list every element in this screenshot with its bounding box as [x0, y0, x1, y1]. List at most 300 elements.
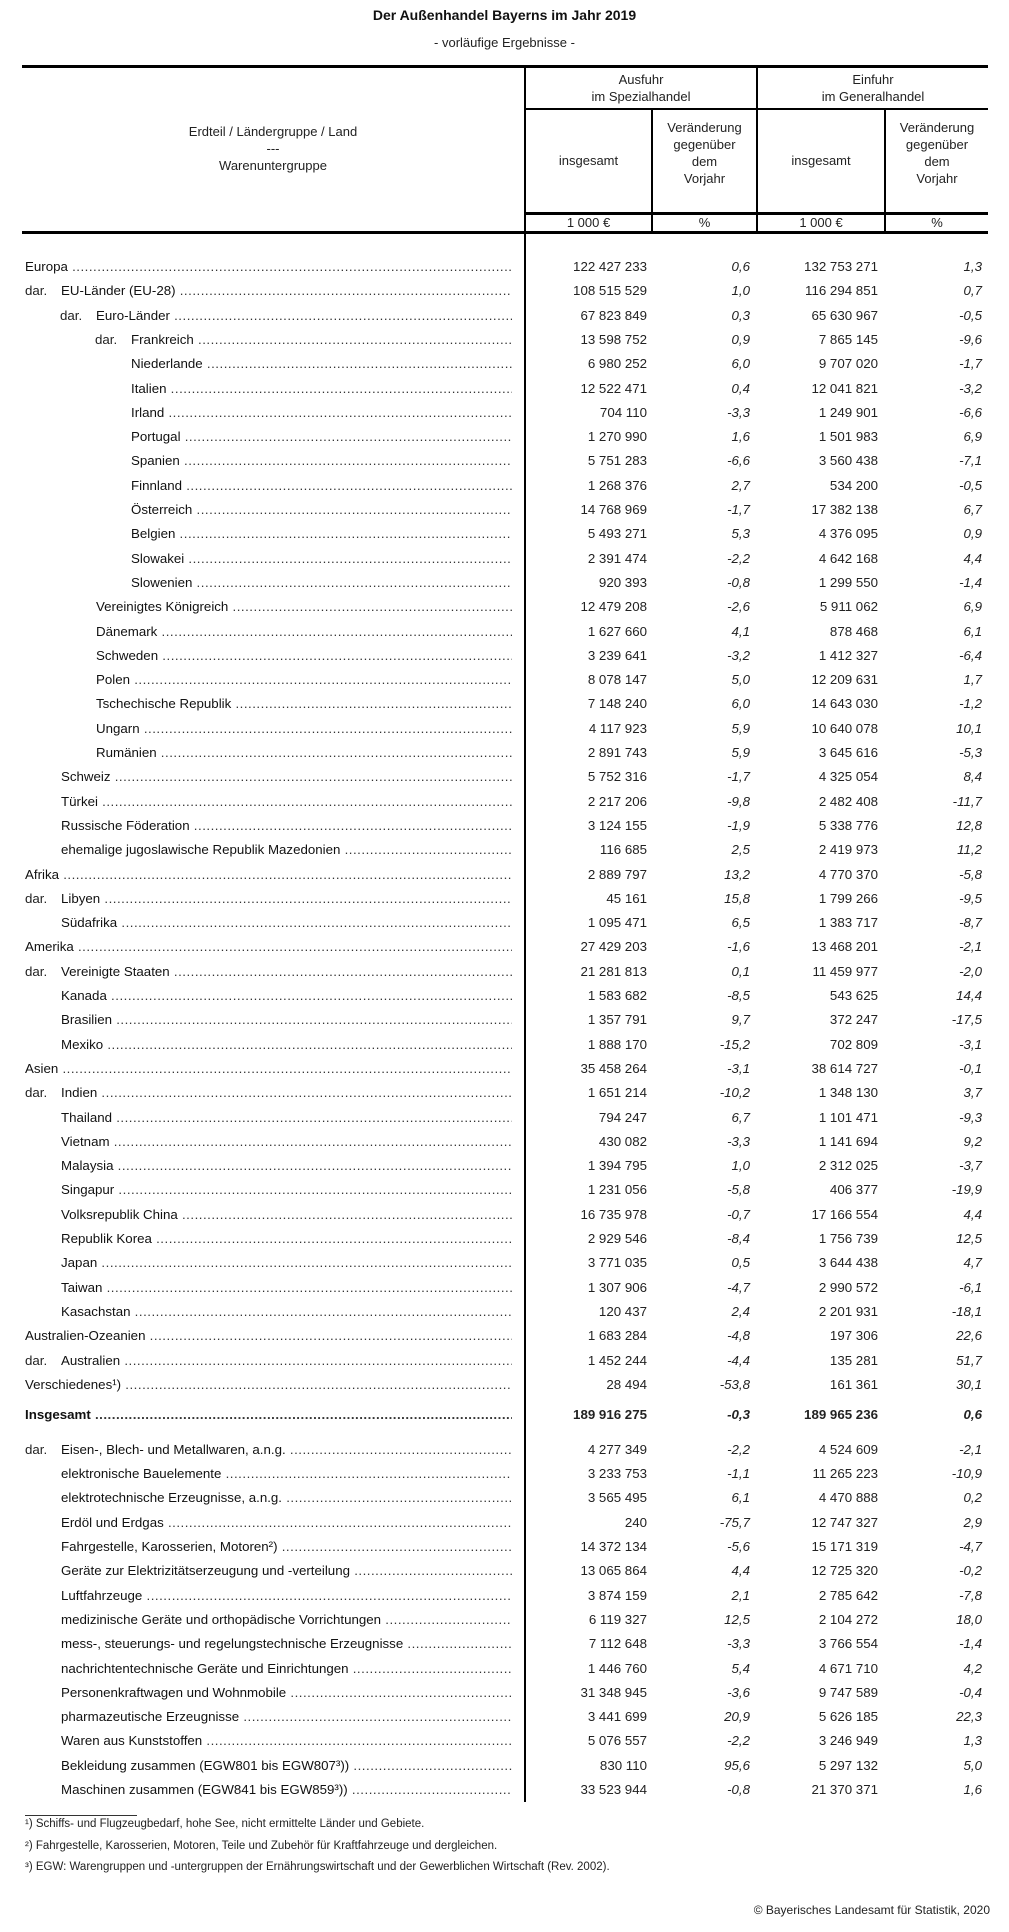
row-label — [61, 1682, 512, 1704]
row-label-text: Slowenien ..... — [131, 572, 512, 594]
row-label — [61, 1585, 512, 1607]
export-change-cell: 95,6 — [724, 1757, 750, 1773]
region-row — [0, 1131, 1009, 1153]
import-total-cell: 1 348 130 — [818, 1085, 878, 1101]
export-total-cell: 16 735 978 — [580, 1206, 647, 1222]
region-row — [0, 839, 1009, 861]
region-row — [0, 718, 1009, 740]
export-total-cell: 1 683 284 — [587, 1328, 647, 1344]
export-change-cell: -4,4 — [727, 1352, 750, 1368]
dar-prefix: dar. — [25, 1352, 48, 1368]
region-row — [0, 256, 1009, 278]
row-label — [61, 791, 512, 813]
row-label — [25, 1404, 512, 1426]
export-total-cell: 1 583 682 — [587, 988, 647, 1003]
import-change-cell: -5,3 — [959, 745, 982, 760]
import-total-cell: 38 614 727 — [811, 1060, 878, 1076]
export-total-cell: 1 446 760 — [587, 1660, 647, 1676]
export-total-cell: 33 523 944 — [580, 1782, 647, 1797]
row-label — [61, 1560, 512, 1582]
export-total-cell: 12 479 208 — [580, 599, 647, 615]
import-total-cell: 2 482 408 — [818, 793, 878, 809]
import-total-cell: 135 281 — [829, 1352, 878, 1368]
row-label-text: Russische Föderation ..... — [61, 815, 512, 837]
row-label-text: Amerika ..... — [25, 936, 512, 958]
row-label — [131, 329, 512, 351]
row-label — [25, 864, 512, 886]
export-total-cell: 1 268 376 — [587, 477, 647, 493]
row-label — [61, 1536, 512, 1558]
row-label — [131, 475, 512, 497]
export-change-cell: -75,7 — [719, 1514, 750, 1530]
import-change-cell: 51,7 — [956, 1352, 982, 1368]
goods-row — [0, 1658, 1009, 1680]
row-label — [131, 353, 512, 375]
row-label — [61, 1131, 512, 1153]
import-change-cell: 6,7 — [963, 502, 982, 517]
region-row — [0, 1374, 1009, 1396]
row-label-text: Türkei ..... — [61, 791, 512, 813]
row-label-text: ehemalige jugoslawische Republik Mazedonien ..... — [61, 839, 512, 861]
import-change-cell: -18,1 — [951, 1303, 982, 1319]
row-label — [61, 1706, 512, 1728]
export-total-cell: 189 916 275 — [573, 1406, 647, 1422]
import-total-cell: 4 671 710 — [818, 1660, 878, 1676]
import-change-cell: 6,9 — [963, 429, 982, 445]
dar-prefix: dar. — [25, 1085, 48, 1101]
export-change-cell: -0,8 — [727, 574, 750, 590]
import-total-cell: 65 630 967 — [811, 307, 878, 323]
export-change-cell: -1,6 — [727, 939, 750, 955]
export-change-cell: 5,9 — [731, 720, 750, 736]
row-label — [61, 1082, 512, 1104]
import-change-cell: -9,6 — [959, 331, 982, 347]
goods-row — [0, 1779, 1009, 1801]
row-label-text: elektronische Bauelemente ..... — [61, 1463, 512, 1485]
row-label-text: Indien ..... — [61, 1082, 512, 1104]
region-row — [0, 621, 1009, 643]
region-row — [0, 888, 1009, 910]
export-total-cell: 14 372 134 — [580, 1539, 647, 1554]
import-total-cell: 5 297 132 — [818, 1757, 878, 1773]
export-total-cell: 830 110 — [599, 1757, 647, 1773]
export-change-cell: 5,9 — [731, 745, 750, 760]
goods-row — [0, 1755, 1009, 1777]
import-total-cell: 11 459 977 — [812, 963, 878, 979]
import-change-cell: -0,4 — [959, 1684, 982, 1700]
export-total-cell: 7 112 648 — [588, 1636, 647, 1652]
page-title: Der Außenhandel Bayerns im Jahr 2019 — [372, 7, 637, 23]
export-total-cell: 3 874 159 — [587, 1587, 647, 1603]
export-change-cell: -0,3 — [727, 1406, 750, 1422]
export-change-cell: 9,7 — [731, 1012, 750, 1028]
export-total-cell: 704 110 — [599, 404, 647, 420]
row-label-text: Portugal ..... — [131, 426, 512, 448]
import-change-header — [886, 119, 988, 187]
row-label-text: Slowakei ..... — [131, 548, 512, 570]
import-change-cell: 14,4 — [956, 988, 982, 1003]
import-total-cell: 4 470 888 — [818, 1490, 878, 1506]
import-change-cell: -8,7 — [959, 915, 982, 931]
row-label — [61, 1439, 512, 1461]
region-row — [0, 766, 1009, 788]
import-total-cell: 1 799 266 — [818, 890, 878, 906]
export-change-cell: -53,8 — [719, 1376, 750, 1392]
row-label — [61, 912, 512, 934]
export-change-cell: -4,8 — [727, 1328, 750, 1344]
import-change-cell: 0,9 — [963, 526, 982, 542]
import-group-header — [758, 71, 988, 105]
import-total-cell: 534 200 — [829, 477, 878, 493]
import-total-cell: 372 247 — [829, 1012, 878, 1028]
import-change-cell: 6,9 — [963, 599, 982, 615]
import-total-cell: 2 201 931 — [818, 1303, 878, 1319]
region-row — [0, 596, 1009, 618]
export-change-cell: -1,9 — [727, 817, 750, 833]
export-total-cell: 3 124 155 — [587, 817, 647, 833]
import-total-cell: 5 338 776 — [818, 817, 878, 833]
import-change-cell: 8,4 — [963, 769, 982, 785]
row-label — [61, 1350, 512, 1372]
total-row — [0, 1404, 1009, 1426]
row-label — [131, 426, 512, 448]
row-label-text: Italien ..... — [131, 378, 512, 400]
dar-prefix: dar. — [25, 963, 48, 979]
export-change-cell: 1,0 — [731, 1158, 750, 1174]
row-label-text: Verschiedenes¹) ..... — [25, 1374, 512, 1396]
export-total-cell: 7 148 240 — [587, 696, 647, 712]
export-total-cell: 2 889 797 — [587, 866, 647, 882]
row-label — [61, 888, 512, 910]
region-row — [0, 1252, 1009, 1274]
row-label — [61, 961, 512, 983]
import-change-cell: -6,6 — [959, 404, 982, 420]
export-total-cell: 1 452 244 — [587, 1352, 647, 1368]
region-row — [0, 280, 1009, 302]
region-row — [0, 548, 1009, 570]
import-total-cell: 1 141 694 — [818, 1133, 878, 1149]
import-change-cell: 4,2 — [963, 1660, 982, 1676]
export-total-cell: 2 391 474 — [587, 550, 647, 566]
export-total-cell: 8 078 147 — [587, 672, 647, 688]
row-label — [61, 1009, 512, 1031]
export-total-cell: 1 394 795 — [587, 1158, 647, 1174]
export-total-cell: 1 627 660 — [587, 623, 647, 639]
export-change-cell: -10,2 — [719, 1085, 750, 1101]
export-change-cell: -8,4 — [727, 1231, 750, 1246]
export-total-cell: 5 493 271 — [587, 526, 647, 542]
goods-row — [0, 1706, 1009, 1728]
import-total-cell: 15 171 319 — [811, 1539, 878, 1554]
import-total-cell: 4 770 370 — [818, 866, 878, 882]
export-total-cell: 108 515 529 — [573, 283, 647, 299]
export-change-cell: 0,4 — [731, 380, 750, 396]
row-label-text: Vereinigte Staaten ..... — [61, 961, 512, 983]
export-change-header-line-4: Vorjahr — [683, 171, 726, 186]
import-total-cell: 9 747 589 — [818, 1684, 878, 1700]
goods-row — [0, 1560, 1009, 1582]
row-label-text: Brasilien ..... — [61, 1009, 512, 1031]
export-change-cell: -2,2 — [727, 1441, 750, 1457]
export-change-cell: 0,5 — [731, 1255, 750, 1271]
dar-prefix: dar. — [25, 283, 48, 299]
import-group-header-line-2: im Generalhandel — [821, 89, 925, 104]
import-change-cell: -9,5 — [959, 890, 982, 906]
import-total-cell: 3 766 554 — [818, 1636, 878, 1652]
export-total-cell: 3 233 753 — [587, 1466, 647, 1482]
row-label-text: Tschechische Republik ..... — [96, 693, 512, 715]
region-row — [0, 1350, 1009, 1372]
import-total-cell: 132 753 271 — [804, 259, 878, 274]
row-label — [61, 1228, 512, 1250]
export-change-cell: 12,5 — [724, 1611, 750, 1627]
region-row — [0, 693, 1009, 715]
row-label-text: Irland ..... — [131, 402, 512, 424]
import-total-cell: 878 468 — [829, 623, 878, 639]
import-change-cell: -7,8 — [959, 1587, 982, 1603]
import-total-cell: 1 383 717 — [818, 915, 878, 931]
row-label — [25, 1058, 512, 1080]
row-label-text: Maschinen zusammen (EGW841 bis EGW859³)) ..... — [61, 1779, 512, 1801]
row-label — [25, 256, 512, 278]
export-change-cell: 2,5 — [731, 842, 750, 858]
row-label-text: Australien-Ozeanien ..... — [25, 1325, 512, 1347]
table-top-border — [22, 65, 988, 68]
row-label — [131, 378, 512, 400]
row-label — [25, 936, 512, 958]
import-total-cell: 3 645 616 — [818, 745, 878, 760]
region-row — [0, 1277, 1009, 1299]
export-change-header-line-1: Veränderung — [667, 120, 742, 135]
export-total-cell: 5 076 557 — [587, 1733, 647, 1749]
region-row — [0, 936, 1009, 958]
export-total-cell: 4 277 349 — [587, 1441, 647, 1457]
import-change-cell: -2,1 — [959, 1441, 982, 1457]
row-label-header-line-2: --- — [266, 141, 280, 156]
row-label-text: Rumänien ..... — [96, 742, 512, 764]
import-total-cell: 116 294 851 — [805, 283, 878, 299]
export-change-cell: -1,7 — [727, 502, 750, 517]
export-total-cell: 2 217 206 — [587, 793, 647, 809]
row-label — [61, 1730, 512, 1752]
import-change-cell: 30,1 — [956, 1376, 982, 1392]
region-row — [0, 1325, 1009, 1347]
row-label — [61, 1609, 512, 1631]
region-row — [0, 499, 1009, 521]
row-label-text: Asien ..... — [25, 1058, 512, 1080]
row-label — [61, 766, 512, 788]
region-row — [0, 791, 1009, 813]
region-row — [0, 572, 1009, 594]
import-change-cell: 1,3 — [963, 259, 982, 274]
import-change-cell: 18,0 — [956, 1611, 982, 1627]
import-total-cell: 17 382 138 — [811, 502, 878, 517]
import-change-cell: -2,0 — [959, 963, 982, 979]
row-label — [61, 1179, 512, 1201]
import-change-cell: -1,4 — [959, 574, 982, 590]
import-total-cell: 1 412 327 — [818, 647, 878, 663]
row-label-text: mess-, steuerungs- und regelungstechnische Erzeugnisse ..... — [61, 1633, 512, 1655]
row-label — [61, 1779, 512, 1801]
export-total-unit: 1 000 € — [566, 215, 611, 230]
row-label — [61, 1277, 512, 1299]
export-change-cell: -5,6 — [727, 1539, 750, 1554]
row-label — [61, 1633, 512, 1655]
export-change-cell: 1,0 — [731, 283, 750, 299]
export-change-cell: 0,9 — [731, 331, 750, 347]
export-total-cell: 28 494 — [606, 1376, 647, 1392]
row-label-text: Fahrgestelle, Karosserien, Motoren²) ..... — [61, 1536, 512, 1558]
import-total-header: insgesamt — [791, 153, 851, 168]
row-label — [61, 1512, 512, 1534]
row-label — [96, 669, 512, 691]
region-row — [0, 353, 1009, 375]
import-change-header-line-4: Vorjahr — [916, 171, 958, 186]
row-label-text: Singapur ..... — [61, 1179, 512, 1201]
row-label-text: Europa ..... — [25, 256, 512, 278]
row-label — [61, 1034, 512, 1056]
export-total-cell: 1 651 214 — [587, 1085, 647, 1101]
row-label — [131, 548, 512, 570]
export-change-cell: 6,0 — [731, 696, 750, 712]
export-total-cell: 13 598 752 — [580, 331, 647, 347]
import-change-cell: 22,6 — [956, 1328, 982, 1344]
import-change-cell: 0,7 — [963, 283, 982, 299]
export-total-cell: 6 980 252 — [587, 356, 647, 372]
export-change-cell: -1,1 — [727, 1466, 750, 1482]
import-total-cell: 702 809 — [829, 1036, 878, 1052]
import-total-cell: 189 965 236 — [804, 1406, 878, 1422]
dar-prefix: dar. — [25, 890, 48, 906]
import-change-cell: 1,3 — [963, 1733, 982, 1749]
row-label-text: Belgien ..... — [131, 523, 512, 545]
import-total-cell: 12 209 631 — [811, 672, 878, 688]
row-label — [61, 1487, 512, 1509]
region-row — [0, 1204, 1009, 1226]
header-bottom-border — [22, 231, 988, 234]
row-label — [131, 402, 512, 424]
export-change-cell: 5,3 — [731, 526, 750, 542]
row-label-text: Vietnam ..... — [61, 1131, 512, 1153]
export-total-cell: 2 891 743 — [587, 745, 647, 760]
import-change-cell: 10,1 — [956, 720, 982, 736]
import-total-cell: 7 865 145 — [818, 331, 878, 347]
row-label — [96, 596, 512, 618]
footnote-1: ¹) Schiffs- und Flugzeugbedarf, hohe See, nicht ermittelte Länder und Gebiete. — [25, 1818, 425, 1830]
region-row — [0, 669, 1009, 691]
import-change-cell: -17,5 — [951, 1012, 982, 1028]
import-group-header-line-1: Einfuhr — [852, 72, 894, 87]
import-total-cell: 3 560 438 — [818, 453, 878, 469]
import-change-unit: % — [931, 215, 943, 230]
export-change-cell: -3,2 — [727, 647, 750, 663]
row-label-text: Spanien ..... — [131, 450, 512, 472]
import-change-cell: 22,3 — [956, 1709, 982, 1725]
import-total-cell: 161 361 — [829, 1376, 878, 1392]
row-label — [131, 499, 512, 521]
row-label-text: Südafrika ..... — [61, 912, 512, 934]
dar-prefix: dar. — [25, 1441, 48, 1457]
import-change-cell: -6,1 — [959, 1279, 982, 1295]
import-total-cell: 17 166 554 — [811, 1206, 878, 1222]
export-total-cell: 120 437 — [598, 1303, 647, 1319]
import-total-cell: 5 911 062 — [819, 599, 878, 615]
import-change-cell: 4,4 — [963, 550, 982, 566]
row-label — [96, 693, 512, 715]
row-label-text: Finnland ..... — [131, 475, 512, 497]
row-label-text: Vereinigtes Königreich ..... — [96, 596, 512, 618]
export-change-cell: 4,1 — [731, 623, 750, 639]
row-label — [61, 839, 512, 861]
import-total-cell: 4 325 054 — [818, 769, 878, 785]
import-total-cell: 543 625 — [829, 988, 878, 1003]
row-label — [131, 523, 512, 545]
row-label-text: Kasachstan ..... — [61, 1301, 512, 1323]
import-change-cell: 6,1 — [963, 623, 982, 639]
import-change-cell: -0,5 — [959, 477, 982, 493]
import-change-cell: 9,2 — [963, 1133, 982, 1149]
goods-row — [0, 1487, 1009, 1509]
import-total-cell: 4 642 168 — [818, 550, 878, 566]
region-row — [0, 378, 1009, 400]
row-label-header — [22, 123, 524, 174]
import-change-cell: 4,4 — [963, 1206, 982, 1222]
import-change-cell: -9,3 — [959, 1109, 982, 1125]
export-total-cell: 1 357 791 — [587, 1012, 647, 1028]
goods-row — [0, 1463, 1009, 1485]
row-label-text: Australien ..... — [61, 1350, 512, 1372]
region-row — [0, 475, 1009, 497]
row-label-text: Österreich ..... — [131, 499, 512, 521]
import-change-header-line-1: Veränderung — [899, 120, 975, 135]
import-change-cell: -0,2 — [959, 1563, 982, 1579]
export-total-cell: 45 161 — [606, 890, 647, 906]
goods-row — [0, 1609, 1009, 1631]
import-total-cell: 3 246 949 — [818, 1733, 878, 1749]
import-total-cell: 4 524 609 — [818, 1441, 878, 1457]
export-change-cell: -2,2 — [727, 550, 750, 566]
footnote-2: ²) Fahrgestelle, Karosserien, Motoren, Teile und Zubehör für Kraftfahrzeuge und dergleichen. — [25, 1840, 498, 1852]
export-change-cell: 0,6 — [731, 259, 750, 274]
export-total-cell: 3 441 699 — [587, 1709, 647, 1725]
export-total-cell: 12 522 471 — [580, 380, 647, 396]
export-total-cell: 31 348 945 — [580, 1684, 647, 1700]
row-label — [96, 305, 512, 327]
export-change-header-line-2: gegenüber — [673, 137, 736, 152]
import-change-cell: 12,5 — [956, 1231, 982, 1246]
row-label-text: Mexiko ..... — [61, 1034, 512, 1056]
export-change-header — [653, 119, 756, 187]
row-label-text: Niederlande ..... — [131, 353, 512, 375]
row-label — [96, 742, 512, 764]
export-total-cell: 27 429 203 — [580, 939, 647, 955]
row-label — [61, 280, 512, 302]
export-change-cell: -9,8 — [727, 793, 750, 809]
import-total-cell: 3 644 438 — [818, 1255, 878, 1271]
import-change-cell: -0,1 — [959, 1060, 982, 1076]
goods-row — [0, 1512, 1009, 1534]
export-change-cell: -2,6 — [727, 599, 750, 615]
import-total-cell: 11 265 223 — [812, 1466, 878, 1482]
export-group-header — [526, 71, 756, 105]
import-total-cell: 1 299 550 — [818, 574, 878, 590]
goods-row — [0, 1585, 1009, 1607]
import-change-cell: 1,6 — [963, 1782, 982, 1797]
import-change-cell: -0,5 — [959, 307, 982, 323]
export-change-cell: -1,7 — [727, 769, 750, 785]
region-row — [0, 1155, 1009, 1177]
row-label-text: Malaysia ..... — [61, 1155, 512, 1177]
